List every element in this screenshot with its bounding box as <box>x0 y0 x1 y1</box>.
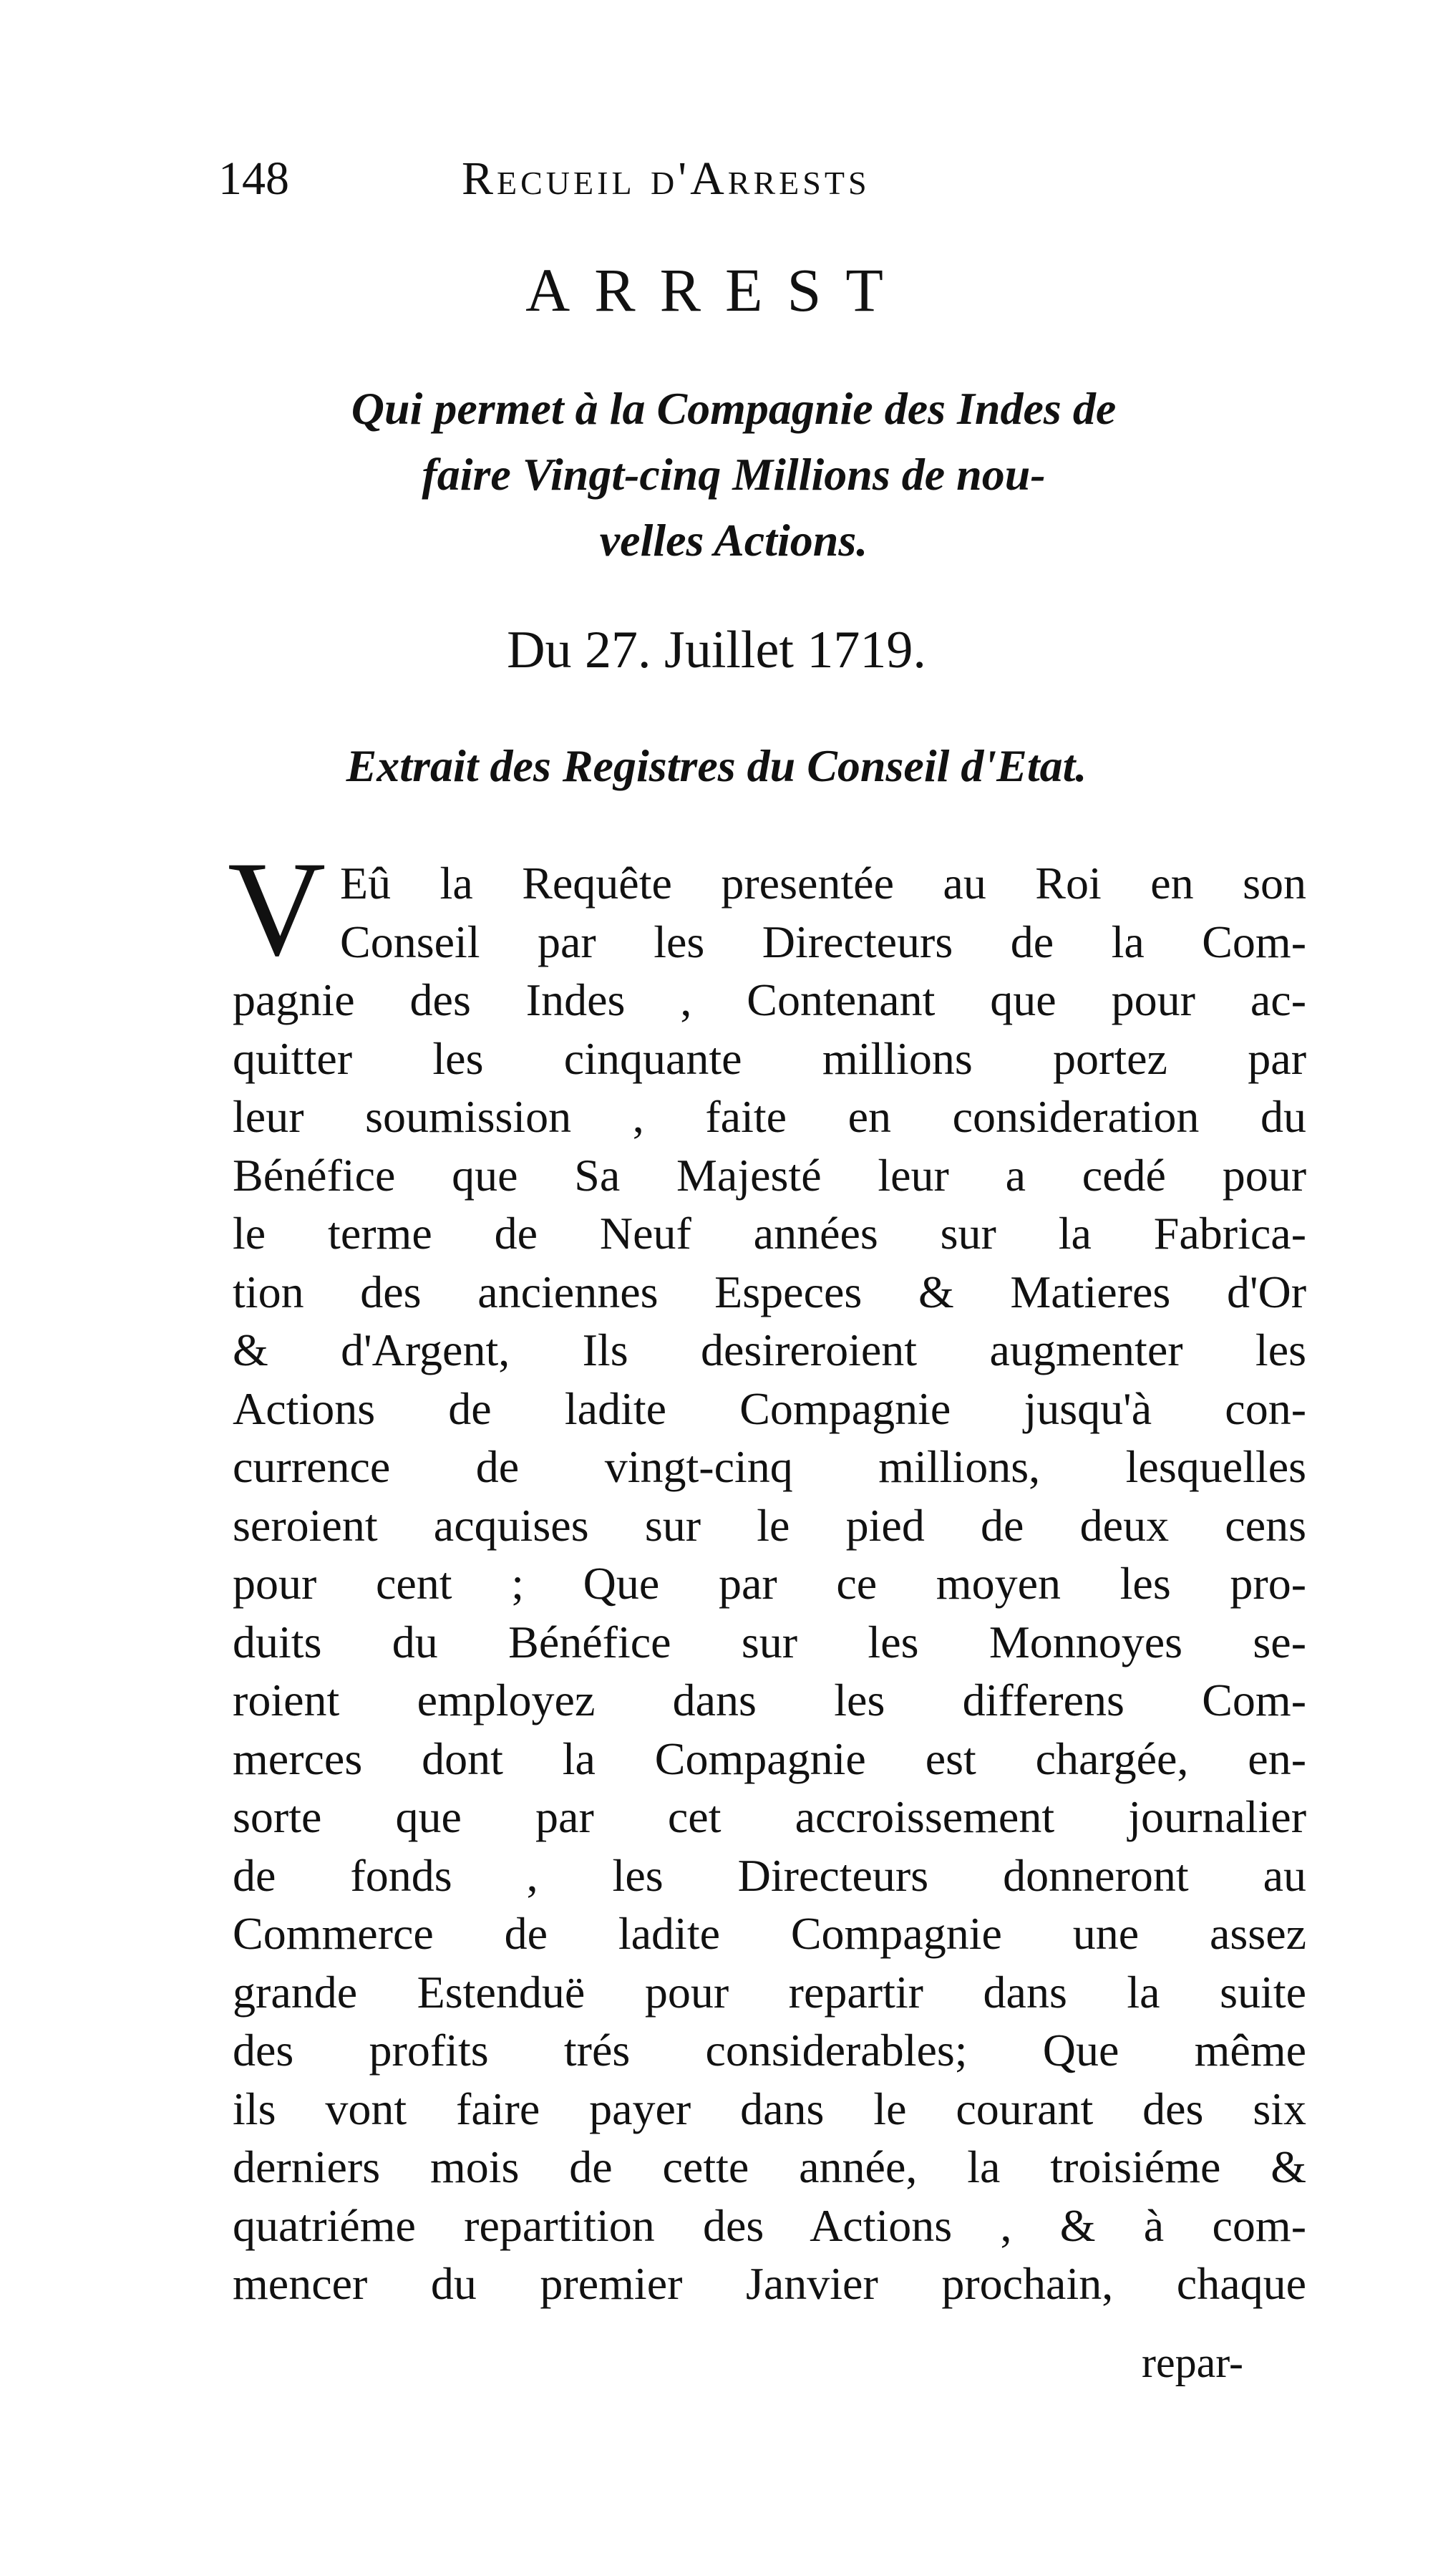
body-line: le terme de Neuf années sur la Fabrica- <box>233 1208 1306 1259</box>
body-line: roient employez dans les differens Com- <box>233 1675 1306 1725</box>
body-line: Eû la Requête presentée au Roi en son <box>340 858 1306 909</box>
body-line: Commerce de ladite Compagnie une assez <box>233 1908 1306 1959</box>
body-line: pour cent ; Que par ce moyen les pro- <box>233 1558 1306 1609</box>
body-line: seroient acquises sur le pied de deux cens <box>233 1499 1306 1551</box>
extract-line: Extrait des Registres du Conseil d'Etat. <box>346 740 1087 791</box>
body-line: ils vont faire payer dans le courant des six <box>233 2083 1306 2134</box>
body-line: merces dont la Compagnie est chargée, en- <box>233 1733 1306 1784</box>
subject-line: Qui permet à la Compagnie des Indes de <box>351 383 1117 434</box>
body-line: tion des anciennes Especes & Matieres d'Or <box>233 1266 1306 1317</box>
body-line: pagnie des Indes , Contenant que pour ac- <box>233 974 1306 1025</box>
body-line: grande Estenduë pour repartir dans la suite <box>233 1966 1306 2018</box>
body-line: leur soumission , faite en consideration du <box>233 1091 1306 1142</box>
catchword: repar- <box>1142 2339 1244 2386</box>
page-header <box>218 147 1127 211</box>
body-line: mencer du premier Janvier prochain, chaque <box>233 2258 1306 2309</box>
subject-line: faire Vingt-cinq Millions de nou- <box>422 449 1046 500</box>
drop-cap: V <box>228 834 326 984</box>
arrest-subject <box>215 376 1253 573</box>
page-number: 148 <box>218 152 289 205</box>
body-line: sorte que par cet accroissement journalier <box>233 1791 1306 1842</box>
body-line: des profits trés considerables; Que même <box>233 2025 1306 2076</box>
body-line: de fonds , les Directeurs donneront au <box>233 1849 1306 1901</box>
body-line: Bénéfice que Sa Majesté leur a cedé pour <box>233 1149 1306 1201</box>
body-line: Conseil par les Directeurs de la Com- <box>340 916 1306 967</box>
body-text <box>233 854 1306 2313</box>
body-line: Actions de ladite Compagnie jusqu'à con- <box>233 1383 1306 1434</box>
subject-line: velles Actions. <box>599 515 868 566</box>
body-line: quitter les cinquante millions portez par <box>233 1032 1306 1084</box>
body-line: duits du Bénéfice sur les Monnoyes se- <box>233 1616 1306 1667</box>
body-line: & d'Argent, Ils desireroient augmenter les <box>233 1325 1306 1375</box>
arrest-title: ARREST <box>525 256 908 324</box>
date-line: Du 27. Juillet 1719. <box>507 621 926 679</box>
running-head: Recueil d'Arrests <box>462 152 870 205</box>
body-line: derniers mois de cette année, la troisiéme & <box>233 2141 1306 2192</box>
body-line: quatriéme repartition des Actions , & à com- <box>233 2199 1306 2251</box>
body-line: currence de vingt-cinq millions, lesquelles <box>233 1441 1306 1492</box>
